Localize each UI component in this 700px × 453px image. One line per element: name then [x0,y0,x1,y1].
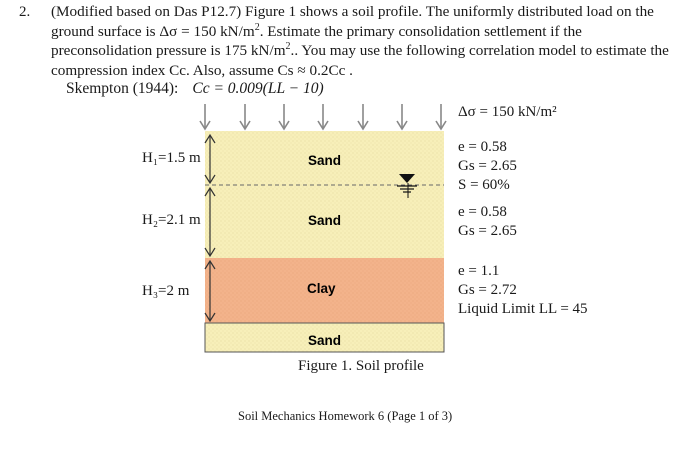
layer-3-liquid-limit: Liquid Limit LL = 45 [458,301,588,317]
load-arrow-icon [200,104,210,129]
thickness-h3: H₃=2 m [142,283,190,299]
layer-1-void-ratio: e = 0.58 [458,139,507,155]
layer-2-void-ratio: e = 0.58 [458,204,507,220]
load-arrow-icon [436,104,446,129]
layer-name-4: Sand [308,333,342,348]
layer-name-1: Sand [308,153,342,168]
question-line-3: preconsolidation pressure is 175 $kN/m^2$.. You may use the following correlation model to estimate the [51,40,669,59]
load-arrow-icon [318,104,328,129]
load-label: Δσ = 150 kN/m² [458,104,557,120]
load-arrow-icon [358,104,368,129]
question-line-4: compression index Cc. Also, assume Cs ≈ 0.2Cc . [51,61,353,79]
layer-3-void-ratio: e = 1.1 [458,263,500,279]
load-arrow-icon [240,104,250,129]
question-number: 2. [19,4,31,20]
layer-1-specific-gravity: Gs = 2.65 [458,158,517,174]
figure-caption: Figure 1. Soil profile [298,358,424,374]
layer-2-props [458,203,517,241]
layer-3-props [458,262,588,319]
page-footer: Soil Mechanics Homework 6 (Page 1 of 3) [238,409,453,423]
layer-1-props [458,138,517,195]
load-arrows [200,104,446,129]
correlation-label: Skempton (1944): [66,80,179,97]
load-arrow-icon [397,104,407,129]
layer-2-specific-gravity: Gs = 2.65 [458,223,517,239]
layer-1-saturation: S = 60% [458,177,510,193]
layer-name-3: Clay [307,281,336,296]
load-arrow-icon [279,104,289,129]
layer-name-2: Sand [308,213,342,228]
question-line-1: (Modified based on Das P12.7) Figure 1 shows a soil profile. The uniformly distributed load on the [51,3,654,20]
layer-3-specific-gravity: Gs = 2.72 [458,282,517,298]
thickness-h2: H₂=2.1 m [142,212,201,228]
question-line-2: ground surface is Δσ = 150 $kN/m^2$. Estimate the primary consolidation settlement if the [51,21,582,40]
thickness-h1: H₁=1.5 m [142,150,201,166]
correlation-formula: Cc = 0.009(LL − 10) [192,80,324,97]
